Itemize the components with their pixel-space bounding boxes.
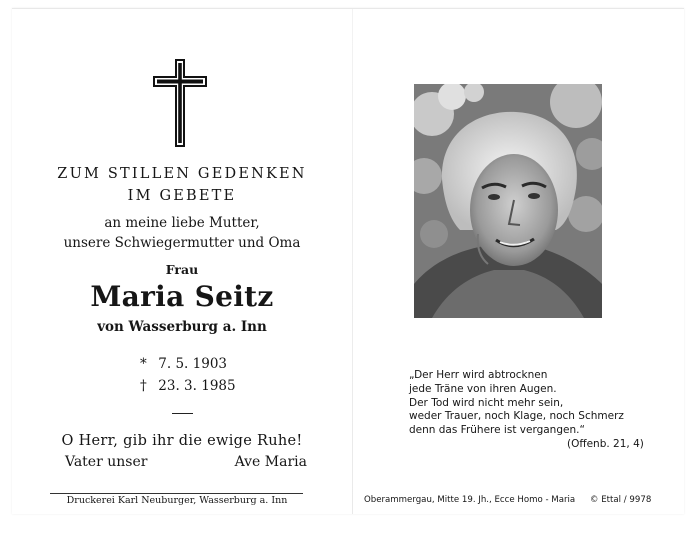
heading [12,163,352,207]
honorific: Frau [165,262,199,277]
divider [172,413,193,414]
quote-line-3: Der Tod wird nicht mehr sein, [409,396,564,409]
life-dates [140,353,236,397]
heading-line-2: IM GEBETE [127,188,237,204]
quote-reference: (Offenb. 21, 4) [567,437,644,450]
image-credit [364,495,651,505]
birth-symbol: * [140,356,147,372]
prayer: O Herr, gib ihr die ewige Ruhe! [61,433,303,449]
quote-line-2: jede Träne von ihren Augen. [409,382,557,395]
dedication [12,213,352,253]
quote-line-4: weder Trauer, noch Klage, noch Schmerz [409,410,624,423]
image-source: Oberammergau, Mitte 19. Jh., Ecce Homo - Maria [364,495,576,505]
copyright-notice: © Ettal / 9978 [589,495,652,505]
birth-date: 7. 5. 1903 [158,356,227,372]
quote-line-5: denn das Frühere ist vergangen.“ [409,424,585,437]
prayer-left: Vater unser [65,454,148,470]
bible-quote [409,369,644,452]
right-panel [353,9,684,514]
hometown: von Wasserburg a. Inn [97,319,267,335]
dedication-line-1: an meine liebe Mutter, [104,215,260,231]
heading-line-1: ZUM STILLEN GEDENKEN [57,166,307,182]
birth-row [140,353,236,375]
printer-credit: Druckerei Karl Neuburger, Wasserburg a. Inn [66,495,288,506]
death-symbol: † [140,378,147,394]
deceased-name: Maria Seitz [90,280,274,313]
left-panel [12,9,352,514]
death-row [140,375,236,397]
memorial-card [12,8,684,514]
printer-rule [50,493,303,494]
dedication-line-2: unsere Schwiegermutter und Oma [63,235,301,251]
quote-line-1: „Der Herr wird abtrocknen [409,369,548,381]
cross-icon [152,59,208,147]
portrait-photo [414,84,602,318]
death-date: 23. 3. 1985 [158,378,236,394]
prayer-right: Ave Maria [234,454,307,470]
